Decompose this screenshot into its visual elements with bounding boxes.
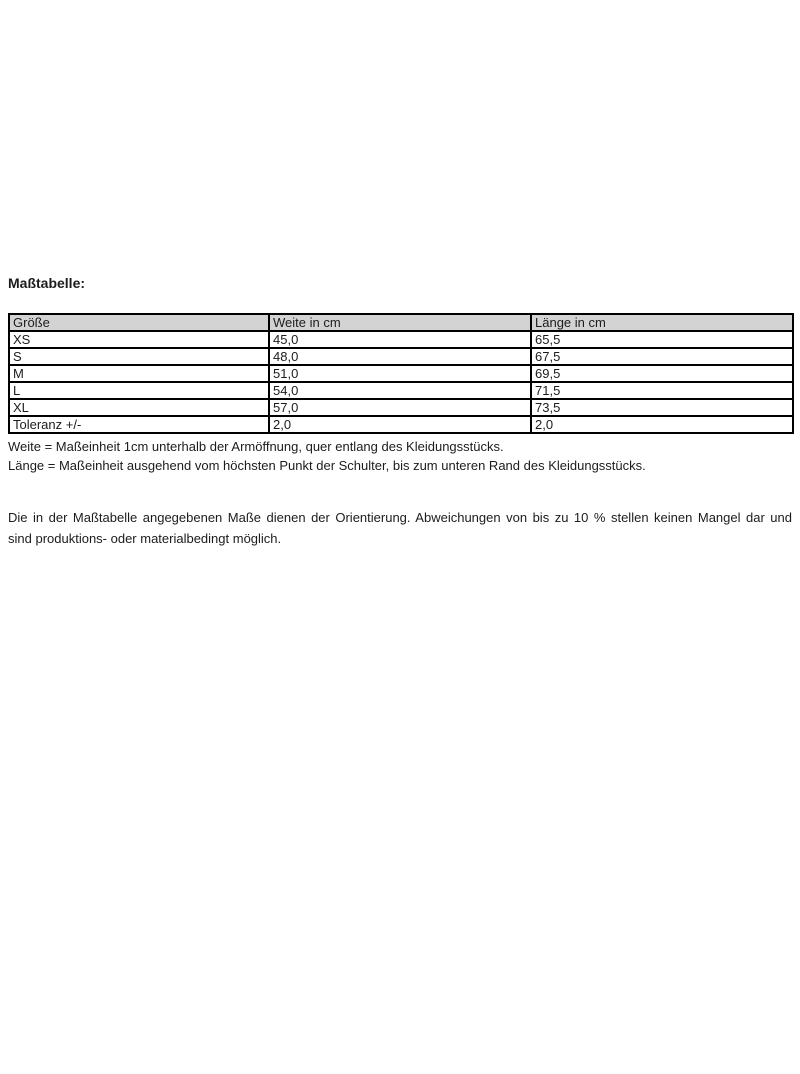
table-cell: 57,0: [269, 399, 531, 416]
table-row: [9, 331, 793, 348]
table-cell: S: [9, 348, 269, 365]
weite-definition: Weite = Maßeinheit 1cm unterhalb der Armöffnung, quer entlang des Kleidungsstücks.: [8, 439, 504, 454]
table-cell: 2,0: [531, 416, 793, 433]
table-cell: L: [9, 382, 269, 399]
column-header-weite: Weite in cm: [269, 314, 531, 331]
table-cell: Toleranz +/-: [9, 416, 269, 433]
table-cell: XL: [9, 399, 269, 416]
table-header-row: [9, 314, 793, 331]
size-table: [8, 313, 794, 434]
table-cell: 65,5: [531, 331, 793, 348]
table-cell: 67,5: [531, 348, 793, 365]
table-row: [9, 382, 793, 399]
disclaimer-line-1: Die in der Maßtabelle angegebenen Maße dienen der Orientierung. Abweichungen von bis zu 10 % stellen keinen Mangel dar und: [8, 510, 792, 525]
table-row: [9, 399, 793, 416]
document-page: [0, 274, 800, 549]
column-header-laenge: Länge in cm: [531, 314, 793, 331]
column-header-groesse: Größe: [9, 314, 269, 331]
table-cell: 73,5: [531, 399, 793, 416]
table-cell: 71,5: [531, 382, 793, 399]
disclaimer-line-2: sind produktions- oder materialbedingt möglich.: [8, 531, 282, 546]
table-cell: 45,0: [269, 331, 531, 348]
table-cell: 54,0: [269, 382, 531, 399]
measurement-notes: [8, 437, 792, 475]
table-cell: 2,0: [269, 416, 531, 433]
table-cell: M: [9, 365, 269, 382]
table-cell: 69,5: [531, 365, 793, 382]
table-cell: 51,0: [269, 365, 531, 382]
table-cell: 48,0: [269, 348, 531, 365]
size-table-body: [9, 331, 793, 433]
laenge-definition: Länge = Maßeinheit ausgehend vom höchsten Punkt der Schulter, bis zum unteren Rand des Kleidungsstücks.: [8, 458, 646, 473]
table-cell: XS: [9, 331, 269, 348]
table-row: [9, 365, 793, 382]
table-row: [9, 416, 793, 433]
table-row: [9, 348, 793, 365]
tolerance-disclaimer: [8, 507, 792, 549]
page-title: Maßtabelle:: [8, 275, 86, 291]
